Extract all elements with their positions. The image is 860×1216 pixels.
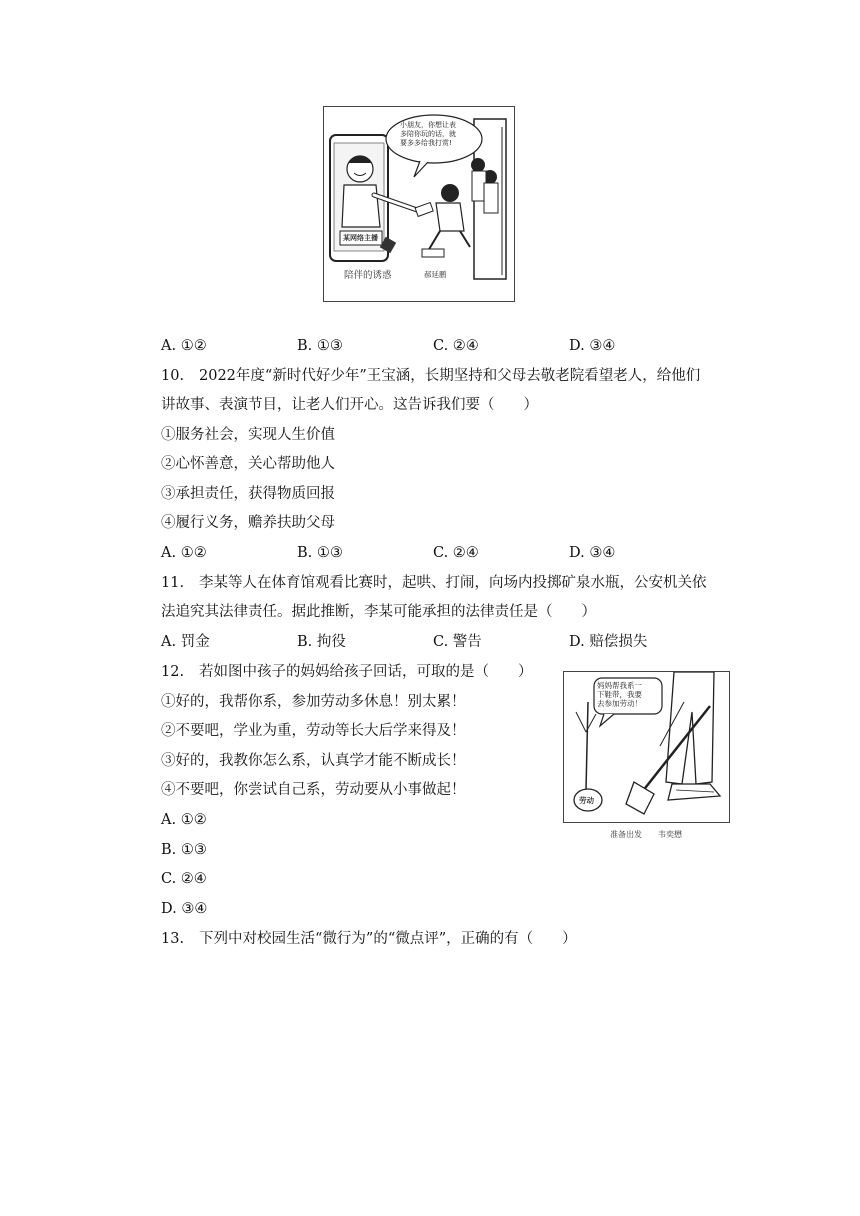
cartoon1-bubble-line: 多陪你玩的话，就 — [400, 130, 456, 138]
q12-item-3: ③好的，我教你怎么系，认真学才能不断成长！ — [161, 753, 466, 769]
q12-option-b[interactable]: B. ①③ — [161, 842, 207, 858]
q10-stem-line2: 讲故事、表演节目，让老人们开心。这告诉我们要（ ） — [161, 397, 538, 413]
q11-option-a[interactable]: A. 罚金 — [161, 634, 210, 650]
q12-item-1: ①好的，我帮你系，参加劳动多休息！别太累！ — [161, 694, 466, 710]
cartoon1-sign: 某网络主播 — [343, 234, 378, 242]
q13-stem — [161, 929, 577, 949]
cartoon2-caption-author: 韦奕懋 — [658, 830, 682, 839]
q10-item-3: ③承担责任，获得物质回报 — [161, 486, 335, 502]
q11-stem-line1 — [161, 573, 707, 593]
cartoon-ready-to-go — [563, 671, 730, 823]
q10-stem-line1 — [161, 366, 700, 386]
q9-option-c[interactable]: C. ②④ — [433, 338, 479, 354]
cartoon2-caption-title: 准备出发 — [610, 830, 642, 839]
q12-stem — [161, 662, 533, 682]
q10-option-b[interactable]: B. ①③ — [297, 545, 343, 561]
cartoon2-bubble-line: 下鞋带，我要 — [597, 690, 642, 699]
cartoon1-caption-title: 陪伴的诱惑 — [344, 270, 392, 281]
q12-option-a[interactable]: A. ①② — [161, 812, 207, 828]
q11-option-c[interactable]: C. 警告 — [433, 634, 482, 650]
q11-number: 11. — [161, 575, 185, 591]
cartoon1-bubble-line: 要多多给我打赏! — [400, 139, 452, 147]
cartoon2-bubble-line: 妈妈帮我系一 — [597, 681, 642, 690]
q9-option-d[interactable]: D. ③④ — [569, 338, 616, 354]
q12-option-c[interactable]: C. ②④ — [161, 871, 207, 887]
q13-stem-text: 下列中对校园生活“微行为”的“微点评”，正确的有（ ） — [199, 931, 577, 947]
q10-stem-text: 2022年度“新时代好少年”王宝涵，长期坚持和父母去敬老院看望老人，给他们 — [199, 368, 701, 384]
cartoon1-caption-author: 郝延鹏 — [424, 270, 447, 279]
q12-item-4: ④不要吧，你尝试自己系，劳动要从小事做起！ — [161, 782, 466, 798]
cartoon2-bag-label: 劳动 — [579, 796, 594, 805]
q11-option-d[interactable]: D. 赔偿损失 — [569, 634, 648, 650]
q13-number: 13. — [161, 931, 185, 947]
q11-stem-line2: 法追究其法律责任。据此推断，李某可能承担的法律责任是（ ） — [161, 604, 596, 620]
cartoon-companionship-temptation — [323, 106, 515, 302]
q10-item-4: ④履行义务，赡养扶助父母 — [161, 515, 335, 531]
q10-item-1: ①服务社会，实现人生价值 — [161, 427, 335, 443]
q10-option-c[interactable]: C. ②④ — [433, 545, 479, 561]
q12-number: 12. — [161, 664, 185, 680]
q11-option-b[interactable]: B. 拘役 — [297, 634, 346, 650]
q10-item-2: ②心怀善意，关心帮助他人 — [161, 456, 335, 472]
q9-option-b[interactable]: B. ①③ — [297, 338, 343, 354]
q12-option-d[interactable]: D. ③④ — [161, 901, 208, 917]
cartoon1-bubble — [400, 121, 470, 148]
q10-option-d[interactable]: D. ③④ — [569, 545, 616, 561]
q9-option-a[interactable]: A. ①② — [161, 338, 207, 354]
cartoon1-bubble-line: 小朋友，你想让表 — [400, 121, 456, 129]
cartoon2-bubble — [597, 681, 661, 708]
cartoon2-bubble-line: 去参加劳动！ — [597, 699, 642, 708]
q12-stem-text: 若如图中孩子的妈妈给孩子回话，可取的是（ ） — [199, 664, 533, 680]
q12-item-2: ②不要吧，学业为重，劳动等长大后学来得及！ — [161, 723, 466, 739]
q10-option-a[interactable]: A. ①② — [161, 545, 207, 561]
q10-number: 10. — [161, 368, 185, 384]
q11-stem-text: 李某等人在体育馆观看比赛时，起哄、打闹，向场内投掷矿泉水瓶，公安机关依 — [199, 575, 707, 591]
